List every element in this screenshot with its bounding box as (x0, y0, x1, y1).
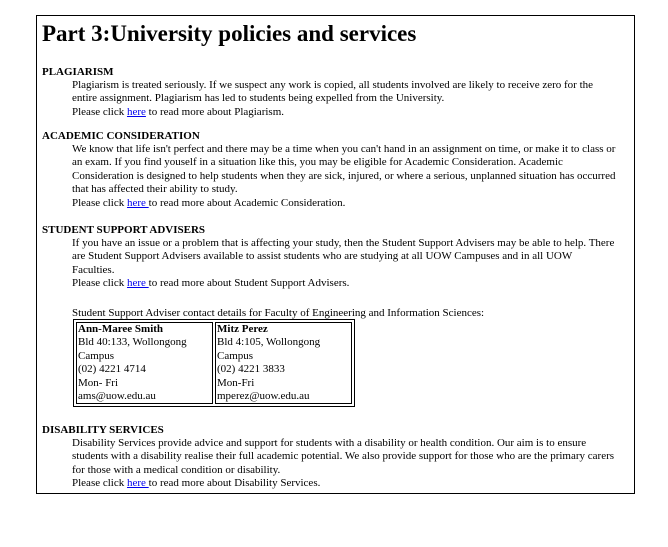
section-student-support-advisers (72, 237, 617, 291)
contact-intro: Student Support Adviser contact details for Faculty of Engineering and Information Sciences: (72, 307, 485, 319)
heading-plagiarism: PLAGIARISM (42, 66, 114, 78)
contact-email: mperez@uow.edu.au (217, 390, 310, 403)
content-frame (36, 15, 635, 494)
section-disability-services (72, 437, 617, 491)
page-title: Part 3:University policies and services (42, 21, 417, 46)
heading-disability-services: DISABILITY SERVICES (42, 424, 164, 436)
disability-services-read-more (72, 477, 617, 490)
plagiarism-click-prefix: Please click (72, 105, 127, 118)
section-plagiarism (72, 79, 617, 119)
plagiarism-read-more (72, 106, 617, 119)
student-support-link[interactable]: here (126, 277, 149, 290)
table-row (76, 322, 352, 404)
disability-services-click-suffix: to read more about Disability Services. (148, 477, 321, 490)
contact-building: Bld 4:105, Wollongong (217, 336, 321, 349)
contact-phone: (02) 4221 4714 (78, 363, 146, 376)
student-support-read-more (72, 277, 617, 290)
contact-phone: (02) 4221 3833 (217, 363, 285, 376)
academic-consideration-link[interactable]: here (126, 196, 149, 209)
student-support-click-suffix: to read more about Student Support Advisers. (148, 277, 350, 290)
academic-consideration-click-suffix: to read more about Academic Consideration. (148, 196, 346, 209)
contact-campus: Campus (217, 349, 254, 362)
contact-card-ann-maree-smith (76, 322, 213, 404)
plagiarism-body: Plagiarism is treated seriously. If we suspect any work is copied, all students involved are likely to receive zero for the entire assignment. Plagiarism has led to students being expelled from the University. (72, 79, 594, 105)
academic-consideration-click-prefix: Please click (72, 196, 127, 209)
contact-campus: Campus (78, 349, 115, 362)
student-support-body: If you have an issue or a problem that is affecting your study, then the Student Support Advisers may be able to help. There are Student Support Advisers available to assist students who are studying at all UOW Campuses and in all UOW Faculties. (72, 237, 615, 276)
contact-name: Ann-Maree Smith (78, 323, 164, 335)
contact-email: ams@uow.edu.au (78, 390, 156, 403)
disability-services-link[interactable]: here (126, 477, 149, 490)
contact-card-mitz-perez (215, 322, 352, 404)
contact-name: Mitz Perez (217, 323, 268, 335)
disability-services-click-prefix: Please click (72, 477, 127, 490)
plagiarism-link[interactable]: here (126, 105, 146, 118)
disability-services-body: Disability Services provide advice and support for students with a disability or health condition. Our aim is to ensure students with a disability realise their full academic potential. We also provide support for those who are the primary carers for those with a medical condition or disability. (72, 437, 615, 476)
academic-consideration-body: We know that life isn't perfect and there may be a time when you can't hand in an assignment on time, or make it to class or an exam. If you find youself in a situation like this, you may be eligible for Academic Consideration. Academic Consideration is designed to help students when they are sick, injured, or where a serious, unplanned situation has occurred that has affected their ability to study. (72, 143, 616, 196)
plagiarism-click-suffix: to read more about Plagiarism. (145, 105, 284, 118)
section-academic-consideration (72, 143, 617, 210)
contact-hours: Mon- Fri (78, 376, 119, 389)
heading-academic-consideration: ACADEMIC CONSIDERATION (42, 130, 200, 142)
contact-hours: Mon-Fri (217, 376, 255, 389)
student-support-click-prefix: Please click (72, 277, 127, 290)
contact-building: Bld 40:133, Wollongong (78, 336, 187, 349)
academic-consideration-read-more (72, 197, 617, 210)
heading-student-support-advisers: STUDENT SUPPORT ADVISERS (42, 224, 206, 236)
contact-table (73, 319, 355, 407)
